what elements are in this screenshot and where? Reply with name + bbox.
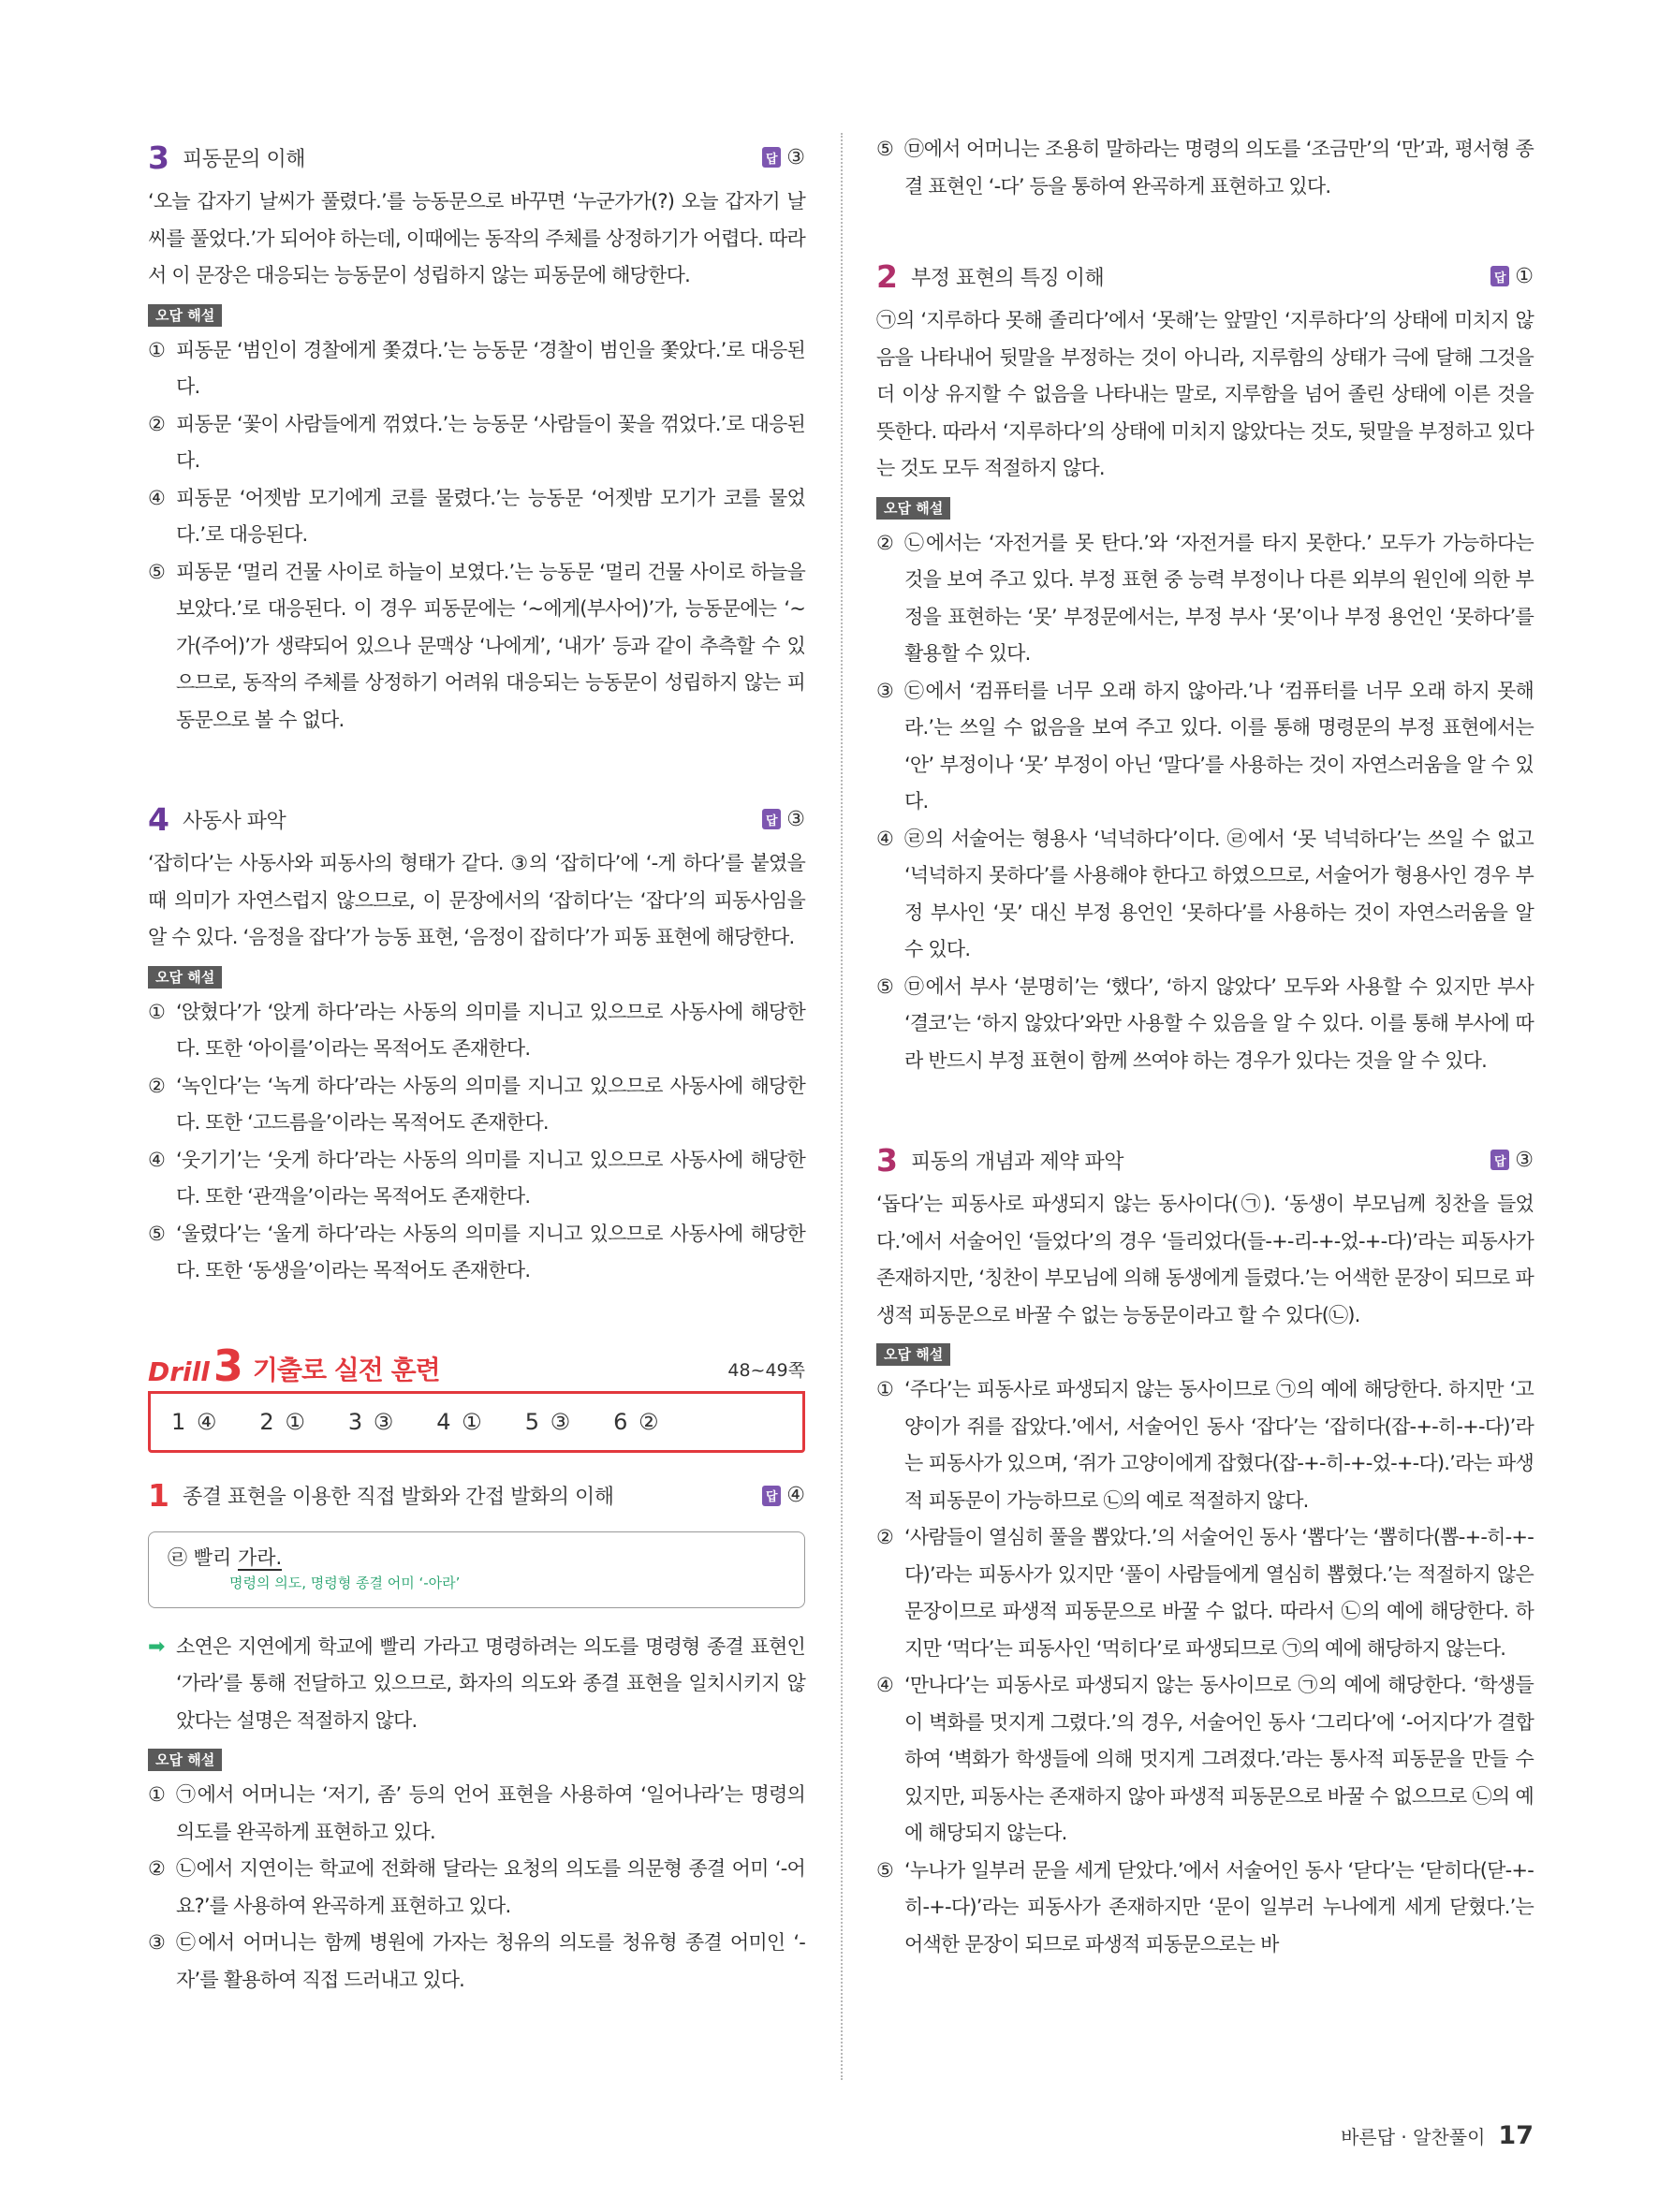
- option-mark: ①: [148, 1000, 166, 1023]
- option-item: [148, 332, 805, 406]
- wrong-answer-tag: 오답 해설: [876, 1343, 950, 1366]
- example-box: [148, 1531, 805, 1608]
- answer-icon: 답: [762, 809, 781, 829]
- example-plain: 빨리: [193, 1545, 238, 1569]
- option-text: ‘웃기기’는 ‘웃게 하다’라는 사동의 의미를 지니고 있으므로 사동사에 해당한다. 또한 ‘관객을’이라는 목적어도 존재한다.: [176, 1148, 805, 1208]
- option-mark: ⑤: [148, 1222, 166, 1245]
- option-mark: ①: [148, 338, 166, 361]
- option-text: ‘사람들이 열심히 풀을 뽑았다.’의 서술어인 동사 ‘뽑다’는 ‘뽑히다(뽑-+-히-+-다)’라는 피동사가 있지만 ‘풀이 사람들에게 열심히 뽑혔다.’는 적절하지 않은 문장이므로 파생적 피동문으로 바꿀 수 없다. 따라서 ㉡의 예에 해당한다. 하지만 ‘먹다’는 피동사인 ‘먹히다’로 파생되므로 ㉠의 예에 해당하지 않는다.: [904, 1526, 1534, 1660]
- option-item: [876, 1519, 1534, 1667]
- option-text: ㉤에서 어머니는 조용히 말하라는 명령의 의도를 ‘조금만’의 ‘만’과, 평서형 종결 표현인 ‘-다’ 등을 통하여 완곡하게 표현하고 있다.: [904, 138, 1534, 198]
- drill-pages: 48~49쪽: [727, 1359, 805, 1381]
- example-note: 명령의 의도, 명령형 종결 어미 ‘-아라’: [229, 1574, 461, 1591]
- drill-answer: 2 ①: [259, 1408, 307, 1435]
- question-header: [876, 1134, 1534, 1186]
- answer-badge: [762, 808, 805, 831]
- drill-name: 기출로 실전 훈련: [252, 1354, 440, 1385]
- wrong-answer-tag: 오답 해설: [148, 966, 222, 989]
- page-footer: [1341, 2121, 1534, 2150]
- drill-answer: 3 ③: [347, 1408, 396, 1435]
- answer-value: ③: [786, 145, 805, 169]
- option-mark: ②: [876, 531, 894, 554]
- answer-icon: 답: [1490, 1150, 1509, 1170]
- question-title: 종결 표현을 이용한 직접 발화와 간접 발화의 이해: [182, 1486, 614, 1509]
- column-divider: [841, 133, 843, 2080]
- option-text: 피동문 ‘범인이 경찰에게 쫓겼다.’는 능동문 ‘경찰이 범인을 쫓았다.’로 대응된다.: [176, 338, 805, 398]
- explanation-text: ‘돕다’는 피동사로 파생되지 않는 동사이다(㉠). ‘동생이 부모님께 칭찬을 들었다.’에서 서술어인 ‘들었다’의 경우 ‘들리었다(들-+-리-+-었-+-다)’라는 피동사가 존재하지만, ‘칭찬이 부모님에 의해 동생에게 들렸다.’는 어색한 문장이 되므로 파생적 피동문으로 바꿀 수 없는 능동문이라고 할 수 있다(㉡).: [876, 1193, 1534, 1326]
- option-text: ㉠에서 어머니는 ‘저기, 좀’ 등의 언어 표현을 사용하여 ‘일어나라’는 명령의 의도를 완곡하게 표현하고 있다.: [176, 1783, 805, 1843]
- option-item: [148, 406, 805, 480]
- option-mark: ②: [148, 412, 166, 435]
- option-item: [876, 969, 1534, 1080]
- example-mark: ㉣: [168, 1545, 187, 1569]
- option-mark: ③: [876, 679, 894, 702]
- option-item: [148, 480, 805, 554]
- explanation-text: ㉠의 ‘지루하다 못해 졸리다’에서 ‘못해’는 앞말인 ‘지루하다’의 상태에 미치지 않음을 나타내어 뒷말을 부정하는 것이 아니라, 지루함의 상태가 극에 달해 그것을 더 이상 유지할 수 없음을 나타내는 말로, 지루함을 넘어 졸린 상태에 이른 것을 뜻한다. 따라서 ‘지루하다’의 상태에 미치지 않았다는 것도, 뒷말을 부정하고 있다는 것도 모두 적절하지 않다.: [876, 309, 1534, 479]
- answer-icon: 답: [762, 147, 781, 168]
- option-item: [876, 1667, 1534, 1853]
- option-text: ㉡에서는 ‘자전거를 못 탄다.’와 ‘자전거를 타지 못한다.’ 모두가 가능하다는 것을 보여 주고 있다. 부정 표현 중 능력 부정이나 다른 외부의 원인에 의한 부정을 표현하는 ‘못’ 부정문에서는, 부정 부사 ‘못’이나 부정 용언인 ‘못하다’를 활용할 수 있다.: [904, 531, 1534, 665]
- question-number: 3: [876, 1141, 898, 1179]
- answer-value: ③: [786, 807, 805, 831]
- question-header: [148, 131, 805, 183]
- option-mark: ①: [148, 1783, 166, 1806]
- example-underlined: 가라.: [237, 1545, 283, 1569]
- question-number: 4: [148, 800, 169, 838]
- wrong-answer-tag: 오답 해설: [148, 304, 222, 327]
- answer-value: ①: [1515, 264, 1534, 288]
- option-text: ㉡에서 지연이는 학교에 전화해 달라는 요청의 의도를 의문형 종결 어미 ‘-어요?’를 사용하여 완곡하게 표현하고 있다.: [176, 1857, 805, 1917]
- option-item: [148, 1142, 805, 1216]
- option-text: ‘만나다’는 피동사로 파생되지 않는 동사이므로 ㉠의 예에 해당한다. ‘학생들이 벽화를 멋지게 그렸다.’의 경우, 서술어인 동사 ‘그리다’에 ‘-어지다’가 결합하여 ‘벽화가 학생들에 의해 멋지게 그려졌다.’라는 통사적 피동문을 만들 수 있지만, 피동사는 존재하지 않아 파생적 피동문으로 바꿀 수 없으므로 ㉡의 예에 해당되지 않는다.: [904, 1674, 1534, 1844]
- explanation-text: ‘잡히다’는 사동사와 피동사의 형태가 같다. ③의 ‘잡히다’에 ‘-게 하다’를 붙였을 때 의미가 자연스럽지 않으므로, 이 문장에서의 ‘잡히다’는 ‘잡다’의 피동사임을 알 수 있다. ‘음정을 잡다’가 능동 표현, ‘음정이 잡히다’가 피동 표현에 해당한다.: [148, 852, 805, 948]
- option-item: [876, 131, 1534, 205]
- drill-answer: 6 ②: [613, 1408, 661, 1435]
- option-text: 피동문 ‘꽃이 사람들에게 꺾였다.’는 능동문 ‘사람들이 꽃을 꺾었다.’로 대응된다.: [176, 412, 805, 472]
- answer-badge: [762, 146, 805, 169]
- question-header: [876, 250, 1534, 302]
- answer-value: ④: [786, 1484, 805, 1507]
- option-text: ‘주다’는 피동사로 파생되지 않는 동사이므로 ㉠의 예에 해당한다. 하지만 ‘고양이가 쥐를 잡았다.’에서, 서술어인 동사 ‘잡다’는 ‘잡히다(잡-+-히-+-다)’라는 피동사가 있으며, ‘쥐가 고양이에게 잡혔다(잡-+-히-+-었-+-다).’라는 파생적 피동문이 가능하므로 ㉡의 예로 적절하지 않다.: [904, 1378, 1534, 1512]
- drill-title-row: [148, 1340, 805, 1391]
- footer-text: 바른답 · 알찬풀이: [1341, 2126, 1486, 2148]
- option-text: ㉣의 서술어는 형용사 ‘넉넉하다’이다. ㉣에서 ‘못 넉넉하다’는 쓰일 수 없고 ‘넉넉하지 못하다’를 사용해야 한다고 하였으므로, 서술어가 형용사인 경우 부정 부사인 ‘못’ 대신 부정 용언인 ‘못하다’를 사용하는 것이 자연스러움을 알 수 있다.: [904, 827, 1534, 960]
- drill-banner: [148, 1340, 805, 1453]
- option-text: ㉢에서 ‘컴퓨터를 너무 오래 하지 않아라.’나 ‘컴퓨터를 너무 오래 하지 못해라.’는 쓰일 수 없음을 보여 주고 있다. 이를 통해 명령문의 부정 표현에서는 ‘안’ 부정이나 ‘못’ 부정이 아닌 ‘말다’를 사용하는 것이 자연스러움을 알 수 있다.: [904, 679, 1534, 813]
- option-text: ‘누나가 일부러 문을 세게 닫았다.’에서 서술어인 동사 ‘닫다’는 ‘닫히다(닫-+-히-+-다)’라는 피동사가 존재하지만 ‘문이 일부러 누나에게 세게 닫혔다.’는 어색한 문장이 되므로 파생적 피동문으로는 바: [904, 1858, 1534, 1956]
- question-header: [148, 1470, 805, 1522]
- option-mark: ②: [876, 1526, 894, 1548]
- option-mark: ⑤: [876, 974, 894, 998]
- page-number: 17: [1498, 2121, 1534, 2150]
- drill-number: 3: [213, 1340, 243, 1391]
- option-mark: ④: [148, 1148, 166, 1171]
- option-item: [148, 1068, 805, 1142]
- wrong-answer-tag: 오답 해설: [876, 497, 950, 520]
- wrong-answer-tag: 오답 해설: [148, 1749, 222, 1771]
- option-item: [876, 1371, 1534, 1519]
- option-mark: ①: [876, 1378, 894, 1400]
- question-number: 2: [876, 257, 898, 295]
- option-text: 피동문 ‘어젯밤 모기에게 코를 물렸다.’는 능동문 ‘어젯밤 모기가 코를 물었다.’로 대응된다.: [176, 486, 805, 546]
- option-mark: ⑤: [876, 138, 894, 160]
- arrow-explanation: [148, 1629, 805, 1740]
- left-column: [148, 131, 805, 1999]
- drill-word: Drill: [148, 1355, 210, 1387]
- answer-icon: 답: [1490, 266, 1509, 286]
- option-text: ‘앉혔다’가 ‘앉게 하다’라는 사동의 의미를 지니고 있으므로 사동사에 해당한다. 또한 ‘아이를’이라는 목적어도 존재한다.: [176, 1000, 805, 1060]
- option-mark: ④: [876, 827, 894, 850]
- drill-answer: 5 ③: [524, 1408, 573, 1435]
- option-item: [876, 673, 1534, 821]
- answer-value: ③: [1515, 1148, 1534, 1172]
- option-mark: ③: [148, 1931, 166, 1954]
- question-header: [148, 793, 805, 845]
- option-text: ‘울렸다’는 ‘울게 하다’라는 사동의 의미를 지니고 있으므로 사동사에 해당한다. 또한 ‘동생을’이라는 목적어도 존재한다.: [176, 1222, 805, 1282]
- option-mark: ⑤: [876, 1858, 894, 1882]
- option-item: [148, 1777, 805, 1851]
- option-item: [148, 1851, 805, 1925]
- option-text: ㉤에서 부사 ‘분명히’는 ‘했다’, ‘하지 않았다’ 모두와 사용할 수 있지만 부사 ‘결코’는 ‘하지 않았다’와만 사용할 수 있음을 알 수 있다. 이를 통해 부사에 따라 반드시 부정 표현이 함께 쓰여야 하는 경우가 있다는 것을 알 수 있다.: [904, 974, 1534, 1072]
- option-item: [148, 994, 805, 1068]
- option-item: [876, 821, 1534, 969]
- option-mark: ④: [876, 1674, 894, 1696]
- arrow-icon: ➡: [148, 1634, 165, 1659]
- option-item: [148, 554, 805, 740]
- answer-badge: [762, 1484, 805, 1507]
- option-mark: ⑤: [148, 560, 166, 583]
- drill-answer: 4 ①: [436, 1408, 484, 1435]
- option-text: ㉢에서 어머니는 함께 병원에 가자는 청유의 의도를 청유형 종결 어미인 ‘-자’를 활용하여 직접 드러내고 있다.: [176, 1931, 805, 1991]
- question-number: 3: [148, 139, 169, 176]
- drill-answer-box: [148, 1391, 805, 1453]
- drill-answer: 1 ④: [171, 1408, 219, 1435]
- option-text: ‘녹인다’는 ‘녹게 하다’라는 사동의 의미를 지니고 있으므로 사동사에 해당한다. 또한 ‘고드름을’이라는 목적어도 존재한다.: [176, 1074, 805, 1134]
- example-line: [168, 1544, 785, 1572]
- option-item: [876, 1853, 1534, 1964]
- option-item: [148, 1216, 805, 1290]
- question-title: 사동사 파악: [182, 809, 286, 833]
- answer-badge: [1490, 265, 1534, 288]
- option-mark: ②: [148, 1857, 166, 1880]
- option-mark: ②: [148, 1074, 166, 1097]
- right-column: [876, 131, 1534, 1963]
- question-title: 부정 표현의 특징 이해: [910, 266, 1105, 290]
- option-item: [876, 525, 1534, 673]
- option-item: [148, 1925, 805, 1999]
- option-mark: ④: [148, 486, 166, 509]
- explanation-text: ‘오늘 갑자기 날씨가 풀렸다.’를 능동문으로 바꾸면 ‘누군가가(?) 오늘 갑자기 날씨를 풀었다.’가 되어야 하는데, 이때에는 동작의 주체를 상정하기가 어렵다. 따라서 이 문장은 대응되는 능동문이 성립하지 않는 피동문에 해당한다.: [148, 190, 805, 286]
- answer-badge: [1490, 1149, 1534, 1172]
- answer-icon: 답: [762, 1486, 781, 1506]
- question-title: 피동의 개념과 제약 파악: [910, 1150, 1123, 1174]
- option-text: 피동문 ‘멀리 건물 사이로 하늘이 보였다.’는 능동문 ‘멀리 건물 사이로 하늘을 보았다.’로 대응된다. 이 경우 피동문에는 ‘~에게(부사어)’가, 능동문에는 ‘~가(주어)’가 생략되어 있으나 문맥상 ‘나에게’, ‘내가’ 등과 같이 추측할 수 있으므로, 동작의 주체를 상정하기 어려워 대응되는 능동문이 성립하지 않는 피동문으로 볼 수 없다.: [176, 560, 805, 731]
- question-number: 1: [148, 1477, 169, 1514]
- question-title: 피동문의 이해: [182, 147, 305, 171]
- arrow-text: 소연은 지연에게 학교에 빨리 가라고 명령하려는 의도를 명령형 종결 표현인 ‘가라’를 통해 전달하고 있으므로, 화자의 의도와 종결 표현을 일치시키지 않았다는 설명은 적절하지 않다.: [176, 1634, 805, 1732]
